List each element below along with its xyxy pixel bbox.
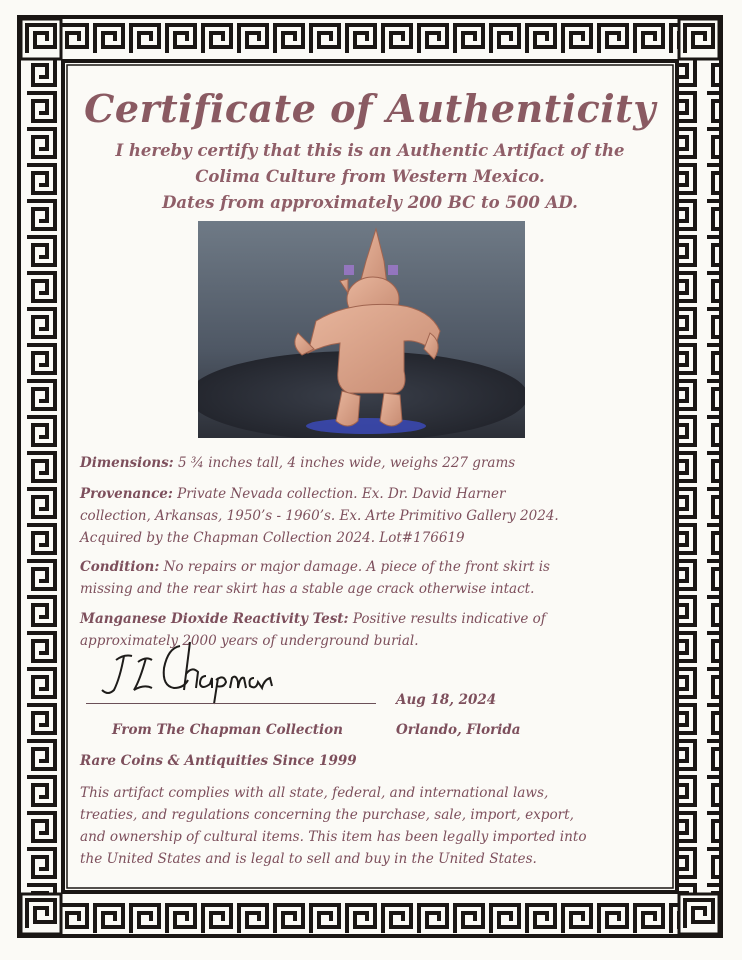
legal-line: treaties, and regulations concerning the purchase, sale, import, export, [80, 807, 574, 823]
certificate-title: Certificate of Authenticity [84, 86, 656, 131]
legal-line: This artifact complies with all state, federal, and international laws, [80, 785, 549, 801]
reactivity-test-text: Positive results indicative of [352, 611, 546, 627]
handwritten-signature [94, 638, 284, 708]
legal-compliance-statement [80, 782, 660, 870]
condition-label: Condition: [80, 559, 160, 575]
signature-date: Aug 18, 2024 [396, 692, 497, 708]
legal-line: and ownership of cultural items. This item has been legally imported into [80, 829, 587, 845]
condition-text: No repairs or major damage. A piece of the front skirt is [163, 559, 550, 575]
signature-from: From The Chapman Collection [112, 722, 343, 738]
intro-line: Colima Culture from Western Mexico. [195, 167, 545, 186]
provenance-text: Private Nevada collection. Ex. Dr. David Harner [177, 486, 506, 502]
reactivity-test-label: Manganese Dioxide Reactivity Test: [80, 611, 349, 627]
condition-entry [80, 556, 660, 600]
provenance-label: Provenance: [80, 486, 173, 502]
condition-text: missing and the rear skirt has a stable age crack otherwise intact. [80, 581, 535, 597]
intro-line: Dates from approximately 200 BC to 500 AD. [162, 193, 578, 212]
provenance-entry [80, 483, 660, 549]
reactivity-test-text: approximately 2000 years of underground burial. [80, 633, 419, 649]
dimensions-entry [80, 452, 660, 474]
provenance-text: collection, Arkansas, 1950’s - 1960’s. Ex. Arte Primitivo Gallery 2024. [80, 508, 559, 524]
legal-line: the United States and is legal to sell and buy in the United States. [80, 851, 537, 867]
provenance-text: Acquired by the Chapman Collection 2024. Lot#176619 [80, 530, 465, 546]
company-tagline: Rare Coins & Antiquities Since 1999 [80, 753, 357, 769]
dimensions-label: Dimensions: [80, 455, 174, 471]
signature-place: Orlando, Florida [396, 722, 521, 738]
intro-line: I hereby certify that this is an Authentic Artifact of the [115, 141, 625, 160]
intro-statement [80, 138, 660, 216]
artifact-photo [198, 221, 525, 438]
signature-line [86, 703, 376, 704]
dimensions-value: 5 ¾ inches tall, 4 inches wide, weighs 227 grams [177, 455, 516, 471]
